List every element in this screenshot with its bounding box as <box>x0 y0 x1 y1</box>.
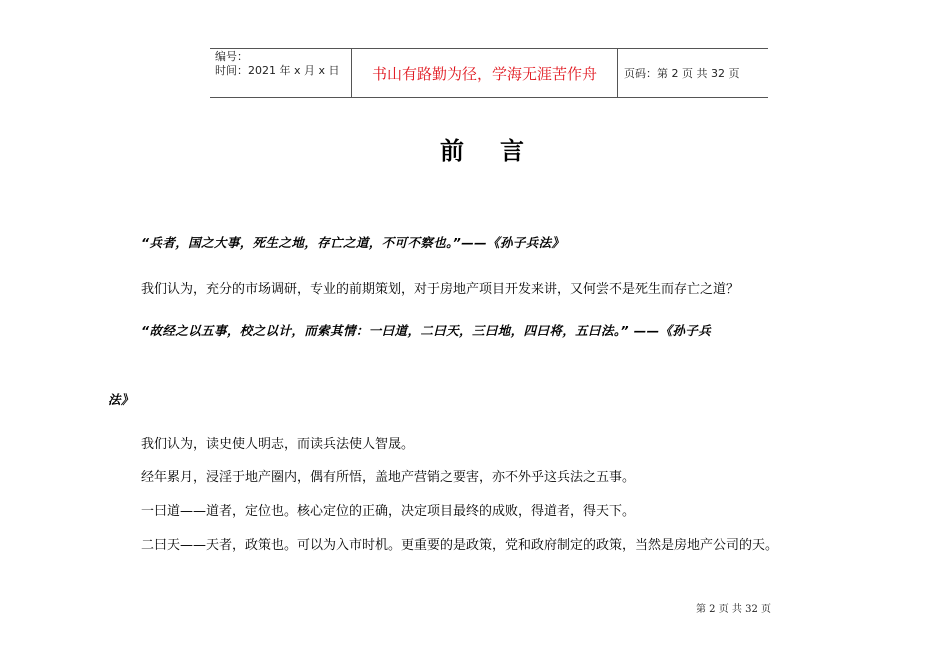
paragraph-dao: 一曰道——道者，定位也。核心定位的正确，决定项目最终的成败，得道者，得天下。 <box>141 504 636 519</box>
paragraph-tian: 二曰天——天者，政策也。可以为入市时机。更重要的是政策，党和政府制定的政策，当然是房地产公司的天。 <box>141 538 779 553</box>
document-number-label: 编号： <box>215 50 248 63</box>
document-header <box>210 48 768 98</box>
document-time-label: 时间：2021 年 x 月 x 日 <box>215 64 340 77</box>
paragraph-history: 我们认为，读史使人明志，而读兵法使人智晟。 <box>141 437 415 452</box>
quote-sunzi-2-line1: “故经之以五事，校之以计，而索其情：一曰道，二曰天，三曰地，四曰将，五曰法。” ——《孙子兵 <box>141 323 712 338</box>
page-footer: 第 2 页 共 32 页 <box>696 604 771 615</box>
header-motto: 书山有路勤为径，学海无涯苦作舟 <box>371 65 597 83</box>
header-page-info: 页码：第 2 页 共 32 页 <box>624 67 740 80</box>
header-page-cell <box>618 49 768 97</box>
quote-sunzi-2-line2: 法》 <box>108 392 134 407</box>
paragraph-market-research: 我们认为，充分的市场调研，专业的前期策划，对于房地产项目开发来讲，又何尝不是死生而存亡之道？ <box>141 282 740 297</box>
header-info-cell <box>210 49 352 97</box>
page-title: 前言 <box>440 136 560 165</box>
header-motto-cell <box>352 49 618 97</box>
paragraph-experience: 经年累月，浸淫于地产圈内，偶有所悟，盖地产营销之要害，亦不外乎这兵法之五事。 <box>141 470 636 485</box>
quote-sunzi-1: “兵者，国之大事，死生之地，存亡之道，不可不察也。”——《孙子兵法》 <box>141 235 565 250</box>
